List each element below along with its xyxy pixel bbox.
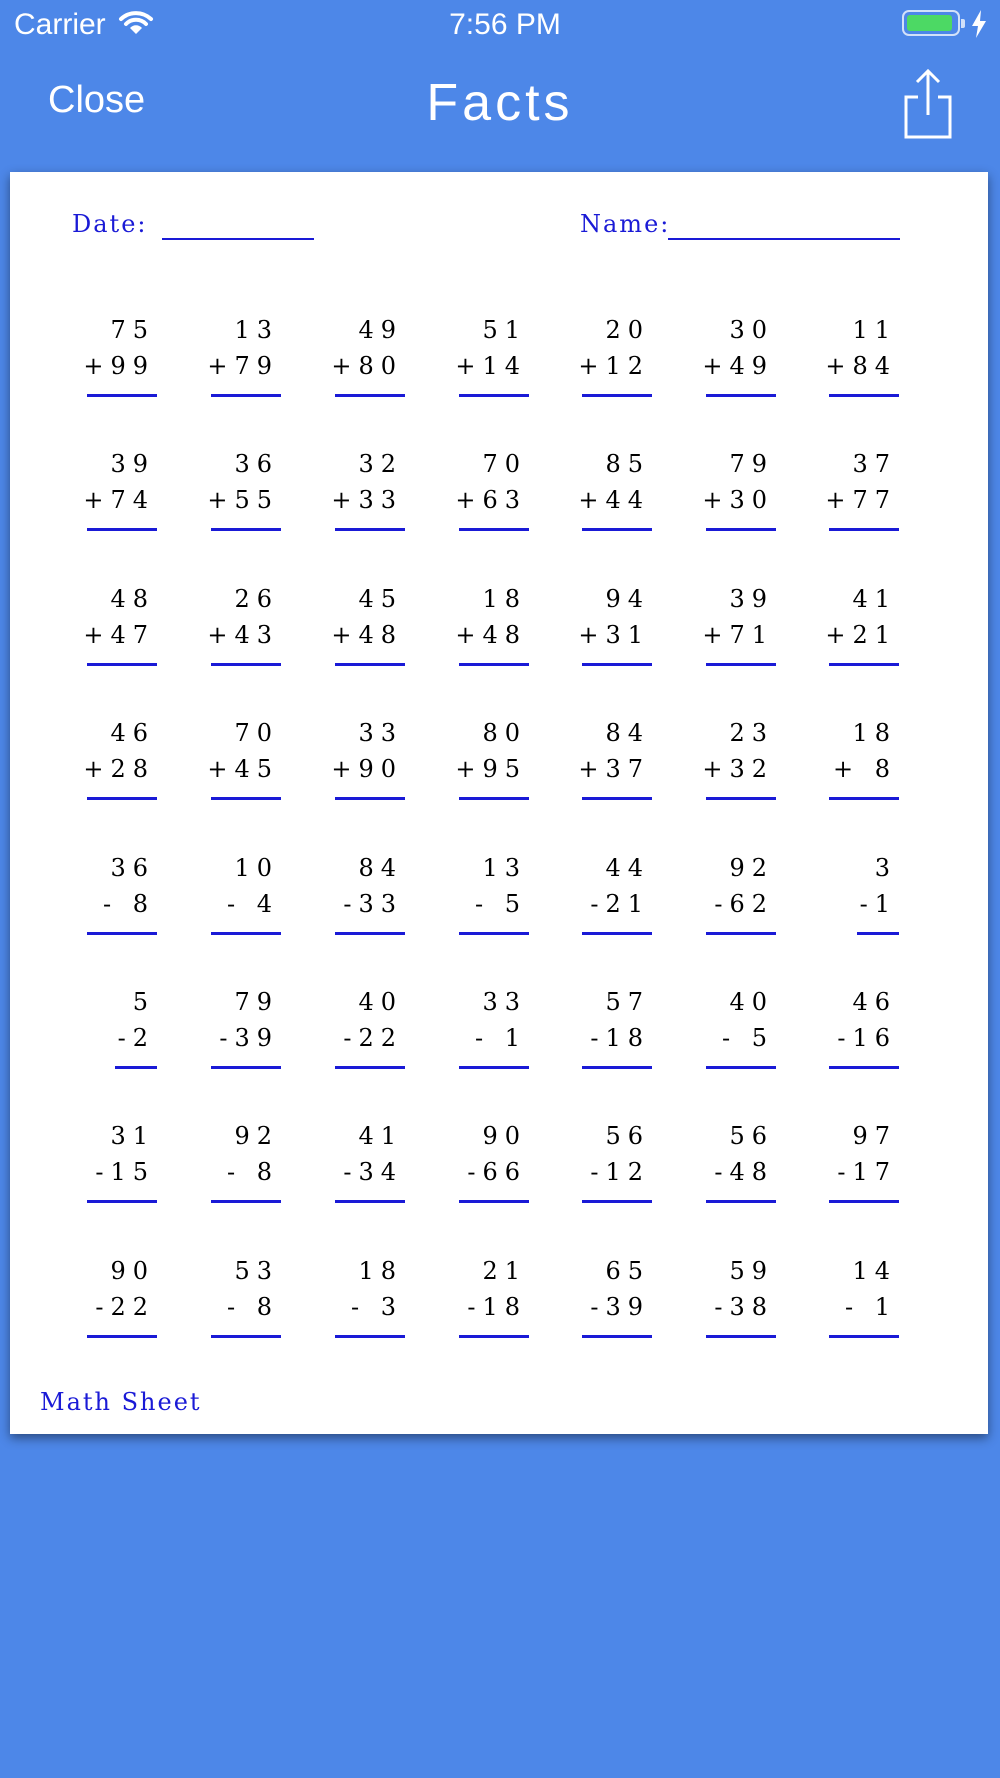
carrier-label: Carrier — [14, 8, 106, 41]
math-problem — [457, 854, 537, 954]
problem-top-number: 79 — [234, 988, 279, 1016]
math-problem — [704, 585, 784, 685]
problem-bottom-number: -39 — [590, 1293, 650, 1321]
problem-top-number: 44 — [605, 854, 650, 882]
problem-top-number: 70 — [482, 450, 527, 478]
math-problem — [457, 988, 537, 1088]
math-problem — [704, 1257, 784, 1357]
math-problem — [704, 1122, 784, 1222]
math-problem — [580, 719, 660, 819]
math-problem — [85, 1122, 165, 1222]
answer-line — [335, 1066, 405, 1069]
math-problem — [85, 988, 165, 1088]
problem-bottom-number: +95 — [455, 755, 527, 783]
math-problem — [85, 316, 165, 416]
answer-line — [87, 1335, 157, 1338]
problem-bottom-number: +63 — [455, 486, 527, 514]
sheet-footer: Math Sheet — [40, 1388, 202, 1416]
problem-top-number: 23 — [729, 719, 774, 747]
answer-line — [459, 1335, 529, 1338]
problem-top-number: 51 — [482, 316, 527, 344]
problem-top-number: 11 — [852, 316, 897, 344]
problem-top-number: 31 — [110, 1122, 155, 1150]
answer-line — [706, 932, 776, 935]
answer-line — [706, 797, 776, 800]
problem-top-number: 18 — [482, 585, 527, 613]
problem-bottom-number: -39 — [219, 1024, 279, 1052]
problem-bottom-number: -33 — [343, 890, 403, 918]
math-problem — [827, 450, 907, 550]
math-problem — [333, 450, 413, 550]
answer-line — [829, 1335, 899, 1338]
problem-bottom-number: +31 — [578, 621, 650, 649]
problem-bottom-number: + 8 — [832, 755, 897, 783]
problem-top-number: 56 — [729, 1122, 774, 1150]
problem-top-number: 79 — [729, 450, 774, 478]
math-problem — [209, 585, 289, 685]
problem-grid — [10, 172, 988, 1434]
answer-line — [582, 1200, 652, 1203]
problem-bottom-number: -62 — [714, 890, 774, 918]
answer-line — [211, 797, 281, 800]
math-problem — [827, 1257, 907, 1357]
math-problem — [827, 585, 907, 685]
problem-top-number: 3 — [874, 854, 897, 882]
math-problem — [209, 1257, 289, 1357]
problem-top-number: 84 — [358, 854, 403, 882]
problem-top-number: 90 — [110, 1257, 155, 1285]
problem-top-number: 70 — [234, 719, 279, 747]
problem-bottom-number: - 5 — [721, 1024, 774, 1052]
problem-bottom-number: +33 — [331, 486, 403, 514]
problem-bottom-number: -18 — [467, 1293, 527, 1321]
share-icon[interactable] — [900, 67, 956, 141]
problem-top-number: 80 — [482, 719, 527, 747]
math-problem — [209, 1122, 289, 1222]
answer-line — [829, 528, 899, 531]
problem-top-number: 39 — [729, 585, 774, 613]
math-problem — [457, 316, 537, 416]
math-problem — [580, 1122, 660, 1222]
answer-line — [87, 1200, 157, 1203]
problem-bottom-number: - 8 — [102, 890, 155, 918]
problem-bottom-number: +55 — [207, 486, 279, 514]
answer-line — [829, 394, 899, 397]
math-problem — [333, 316, 413, 416]
problem-bottom-number: +49 — [702, 352, 774, 380]
date-label: Date: — [72, 210, 148, 238]
problem-bottom-number: +30 — [702, 486, 774, 514]
math-problem — [580, 316, 660, 416]
answer-line — [211, 932, 281, 935]
problem-top-number: 41 — [852, 585, 897, 613]
problem-top-number: 18 — [852, 719, 897, 747]
answer-line — [706, 1335, 776, 1338]
answer-line — [829, 1200, 899, 1203]
page-title: Facts — [426, 74, 574, 132]
problem-bottom-number: +48 — [331, 621, 403, 649]
problem-bottom-number: - 5 — [474, 890, 527, 918]
problem-top-number: 33 — [358, 719, 403, 747]
answer-line — [857, 932, 899, 935]
problem-top-number: 84 — [605, 719, 650, 747]
answer-line — [706, 394, 776, 397]
math-problem — [333, 719, 413, 819]
battery-icon — [902, 10, 960, 36]
problem-top-number: 13 — [234, 316, 279, 344]
problem-bottom-number: +48 — [455, 621, 527, 649]
math-problem — [580, 450, 660, 550]
problem-bottom-number: -48 — [714, 1158, 774, 1186]
answer-line — [582, 1066, 652, 1069]
problem-top-number: 75 — [110, 316, 155, 344]
math-problem — [333, 1257, 413, 1357]
answer-line — [211, 663, 281, 666]
problem-top-number: 85 — [605, 450, 650, 478]
answer-line — [459, 932, 529, 935]
problem-bottom-number: +37 — [578, 755, 650, 783]
problem-top-number: 30 — [729, 316, 774, 344]
answer-line — [829, 1066, 899, 1069]
answer-line — [706, 528, 776, 531]
math-problem — [457, 585, 537, 685]
problem-bottom-number: +80 — [331, 352, 403, 380]
answer-line — [459, 797, 529, 800]
math-problem — [827, 316, 907, 416]
problem-bottom-number: -2 — [117, 1024, 155, 1052]
problem-bottom-number: -15 — [95, 1158, 155, 1186]
math-problem — [85, 854, 165, 954]
problem-bottom-number: +99 — [83, 352, 155, 380]
problem-bottom-number: -12 — [590, 1158, 650, 1186]
math-problem — [704, 450, 784, 550]
math-problem — [85, 719, 165, 819]
problem-top-number: 94 — [605, 585, 650, 613]
problem-bottom-number: -21 — [590, 890, 650, 918]
problem-bottom-number: +71 — [702, 621, 774, 649]
math-problem — [827, 1122, 907, 1222]
answer-line — [706, 1200, 776, 1203]
problem-top-number: 45 — [358, 585, 403, 613]
math-problem — [457, 1257, 537, 1357]
problem-top-number: 40 — [358, 988, 403, 1016]
problem-bottom-number: -1 — [859, 890, 897, 918]
problem-bottom-number: +12 — [578, 352, 650, 380]
problem-bottom-number: -22 — [95, 1293, 155, 1321]
problem-bottom-number: - 4 — [226, 890, 279, 918]
problem-bottom-number: +45 — [207, 755, 279, 783]
answer-line — [211, 1066, 281, 1069]
problem-top-number: 20 — [605, 316, 650, 344]
math-problem — [580, 854, 660, 954]
answer-line — [459, 1200, 529, 1203]
problem-bottom-number: +47 — [83, 621, 155, 649]
math-problem — [457, 450, 537, 550]
answer-line — [211, 528, 281, 531]
math-problem — [704, 719, 784, 819]
math-problem — [333, 1122, 413, 1222]
answer-line — [459, 528, 529, 531]
problem-bottom-number: +14 — [455, 352, 527, 380]
problem-bottom-number: -18 — [590, 1024, 650, 1052]
answer-line — [87, 797, 157, 800]
problem-top-number: 39 — [110, 450, 155, 478]
answer-line — [829, 663, 899, 666]
answer-line — [87, 932, 157, 935]
problem-bottom-number: +77 — [825, 486, 897, 514]
math-problem — [333, 585, 413, 685]
answer-line — [706, 1066, 776, 1069]
problem-bottom-number: -17 — [837, 1158, 897, 1186]
answer-line — [87, 663, 157, 666]
math-problem — [209, 450, 289, 550]
math-problem — [704, 316, 784, 416]
navigation-bar — [0, 55, 1000, 155]
name-label: Name: — [580, 210, 671, 238]
problem-top-number: 41 — [358, 1122, 403, 1150]
math-problem — [209, 719, 289, 819]
problem-bottom-number: +84 — [825, 352, 897, 380]
problem-bottom-number: +28 — [83, 755, 155, 783]
problem-top-number: 14 — [852, 1257, 897, 1285]
math-problem — [85, 1257, 165, 1357]
problem-top-number: 90 — [482, 1122, 527, 1150]
answer-line — [582, 932, 652, 935]
problem-bottom-number: -66 — [467, 1158, 527, 1186]
math-problem — [85, 585, 165, 685]
answer-line — [335, 528, 405, 531]
answer-line — [211, 1200, 281, 1203]
answer-line — [582, 663, 652, 666]
answer-line — [87, 528, 157, 531]
answer-line — [582, 394, 652, 397]
problem-top-number: 26 — [234, 585, 279, 613]
problem-bottom-number: - 8 — [226, 1158, 279, 1186]
problem-top-number: 65 — [605, 1257, 650, 1285]
math-problem — [457, 1122, 537, 1222]
answer-line — [335, 1335, 405, 1338]
math-problem — [580, 585, 660, 685]
problem-top-number: 13 — [482, 854, 527, 882]
math-problem — [333, 988, 413, 1088]
status-bar — [0, 0, 1000, 50]
problem-top-number: 37 — [852, 450, 897, 478]
problem-top-number: 10 — [234, 854, 279, 882]
answer-line — [582, 1335, 652, 1338]
problem-bottom-number: -22 — [343, 1024, 403, 1052]
answer-line — [582, 797, 652, 800]
problem-bottom-number: - 1 — [474, 1024, 527, 1052]
problem-bottom-number: +21 — [825, 621, 897, 649]
answer-line — [706, 663, 776, 666]
problem-bottom-number: +90 — [331, 755, 403, 783]
answer-line — [211, 394, 281, 397]
math-problem — [704, 988, 784, 1088]
math-problem — [209, 988, 289, 1088]
problem-bottom-number: -34 — [343, 1158, 403, 1186]
answer-line — [829, 797, 899, 800]
problem-bottom-number: - 3 — [350, 1293, 403, 1321]
answer-line — [582, 528, 652, 531]
math-problem — [457, 719, 537, 819]
problem-bottom-number: - 1 — [844, 1293, 897, 1321]
answer-line — [335, 1200, 405, 1203]
problem-bottom-number: +44 — [578, 486, 650, 514]
math-problem — [827, 988, 907, 1088]
problem-bottom-number: +32 — [702, 755, 774, 783]
answer-line — [335, 663, 405, 666]
bolt-icon — [970, 10, 988, 43]
problem-bottom-number: +79 — [207, 352, 279, 380]
answer-line — [87, 394, 157, 397]
answer-line — [335, 932, 405, 935]
answer-line — [211, 1335, 281, 1338]
math-problem — [580, 988, 660, 1088]
problem-top-number: 36 — [110, 854, 155, 882]
math-problem — [85, 450, 165, 550]
answer-line — [335, 394, 405, 397]
math-problem — [827, 719, 907, 819]
problem-top-number: 36 — [234, 450, 279, 478]
answer-line — [115, 1066, 157, 1069]
battery-level — [907, 15, 952, 31]
problem-top-number: 92 — [234, 1122, 279, 1150]
math-problem — [209, 854, 289, 954]
answer-line — [335, 797, 405, 800]
answer-line — [459, 1066, 529, 1069]
math-worksheet — [10, 172, 988, 1434]
problem-top-number: 56 — [605, 1122, 650, 1150]
math-problem — [333, 854, 413, 954]
math-problem — [580, 1257, 660, 1357]
status-time: 7:56 PM — [449, 8, 561, 41]
problem-top-number: 46 — [110, 719, 155, 747]
problem-top-number: 59 — [729, 1257, 774, 1285]
problem-top-number: 18 — [358, 1257, 403, 1285]
problem-top-number: 92 — [729, 854, 774, 882]
problem-bottom-number: +43 — [207, 621, 279, 649]
problem-top-number: 57 — [605, 988, 650, 1016]
problem-bottom-number: -16 — [837, 1024, 897, 1052]
problem-top-number: 97 — [852, 1122, 897, 1150]
close-button[interactable]: Close — [48, 79, 146, 121]
answer-line — [459, 663, 529, 666]
math-problem — [704, 854, 784, 954]
problem-top-number: 53 — [234, 1257, 279, 1285]
problem-top-number: 5 — [132, 988, 155, 1016]
math-problem — [827, 854, 907, 954]
problem-top-number: 33 — [482, 988, 527, 1016]
math-problem — [209, 316, 289, 416]
problem-bottom-number: +74 — [83, 486, 155, 514]
problem-top-number: 48 — [110, 585, 155, 613]
problem-top-number: 46 — [852, 988, 897, 1016]
problem-top-number: 21 — [482, 1257, 527, 1285]
problem-top-number: 40 — [729, 988, 774, 1016]
problem-top-number: 32 — [358, 450, 403, 478]
answer-line — [459, 394, 529, 397]
problem-bottom-number: - 8 — [226, 1293, 279, 1321]
problem-bottom-number: -38 — [714, 1293, 774, 1321]
problem-top-number: 49 — [358, 316, 403, 344]
